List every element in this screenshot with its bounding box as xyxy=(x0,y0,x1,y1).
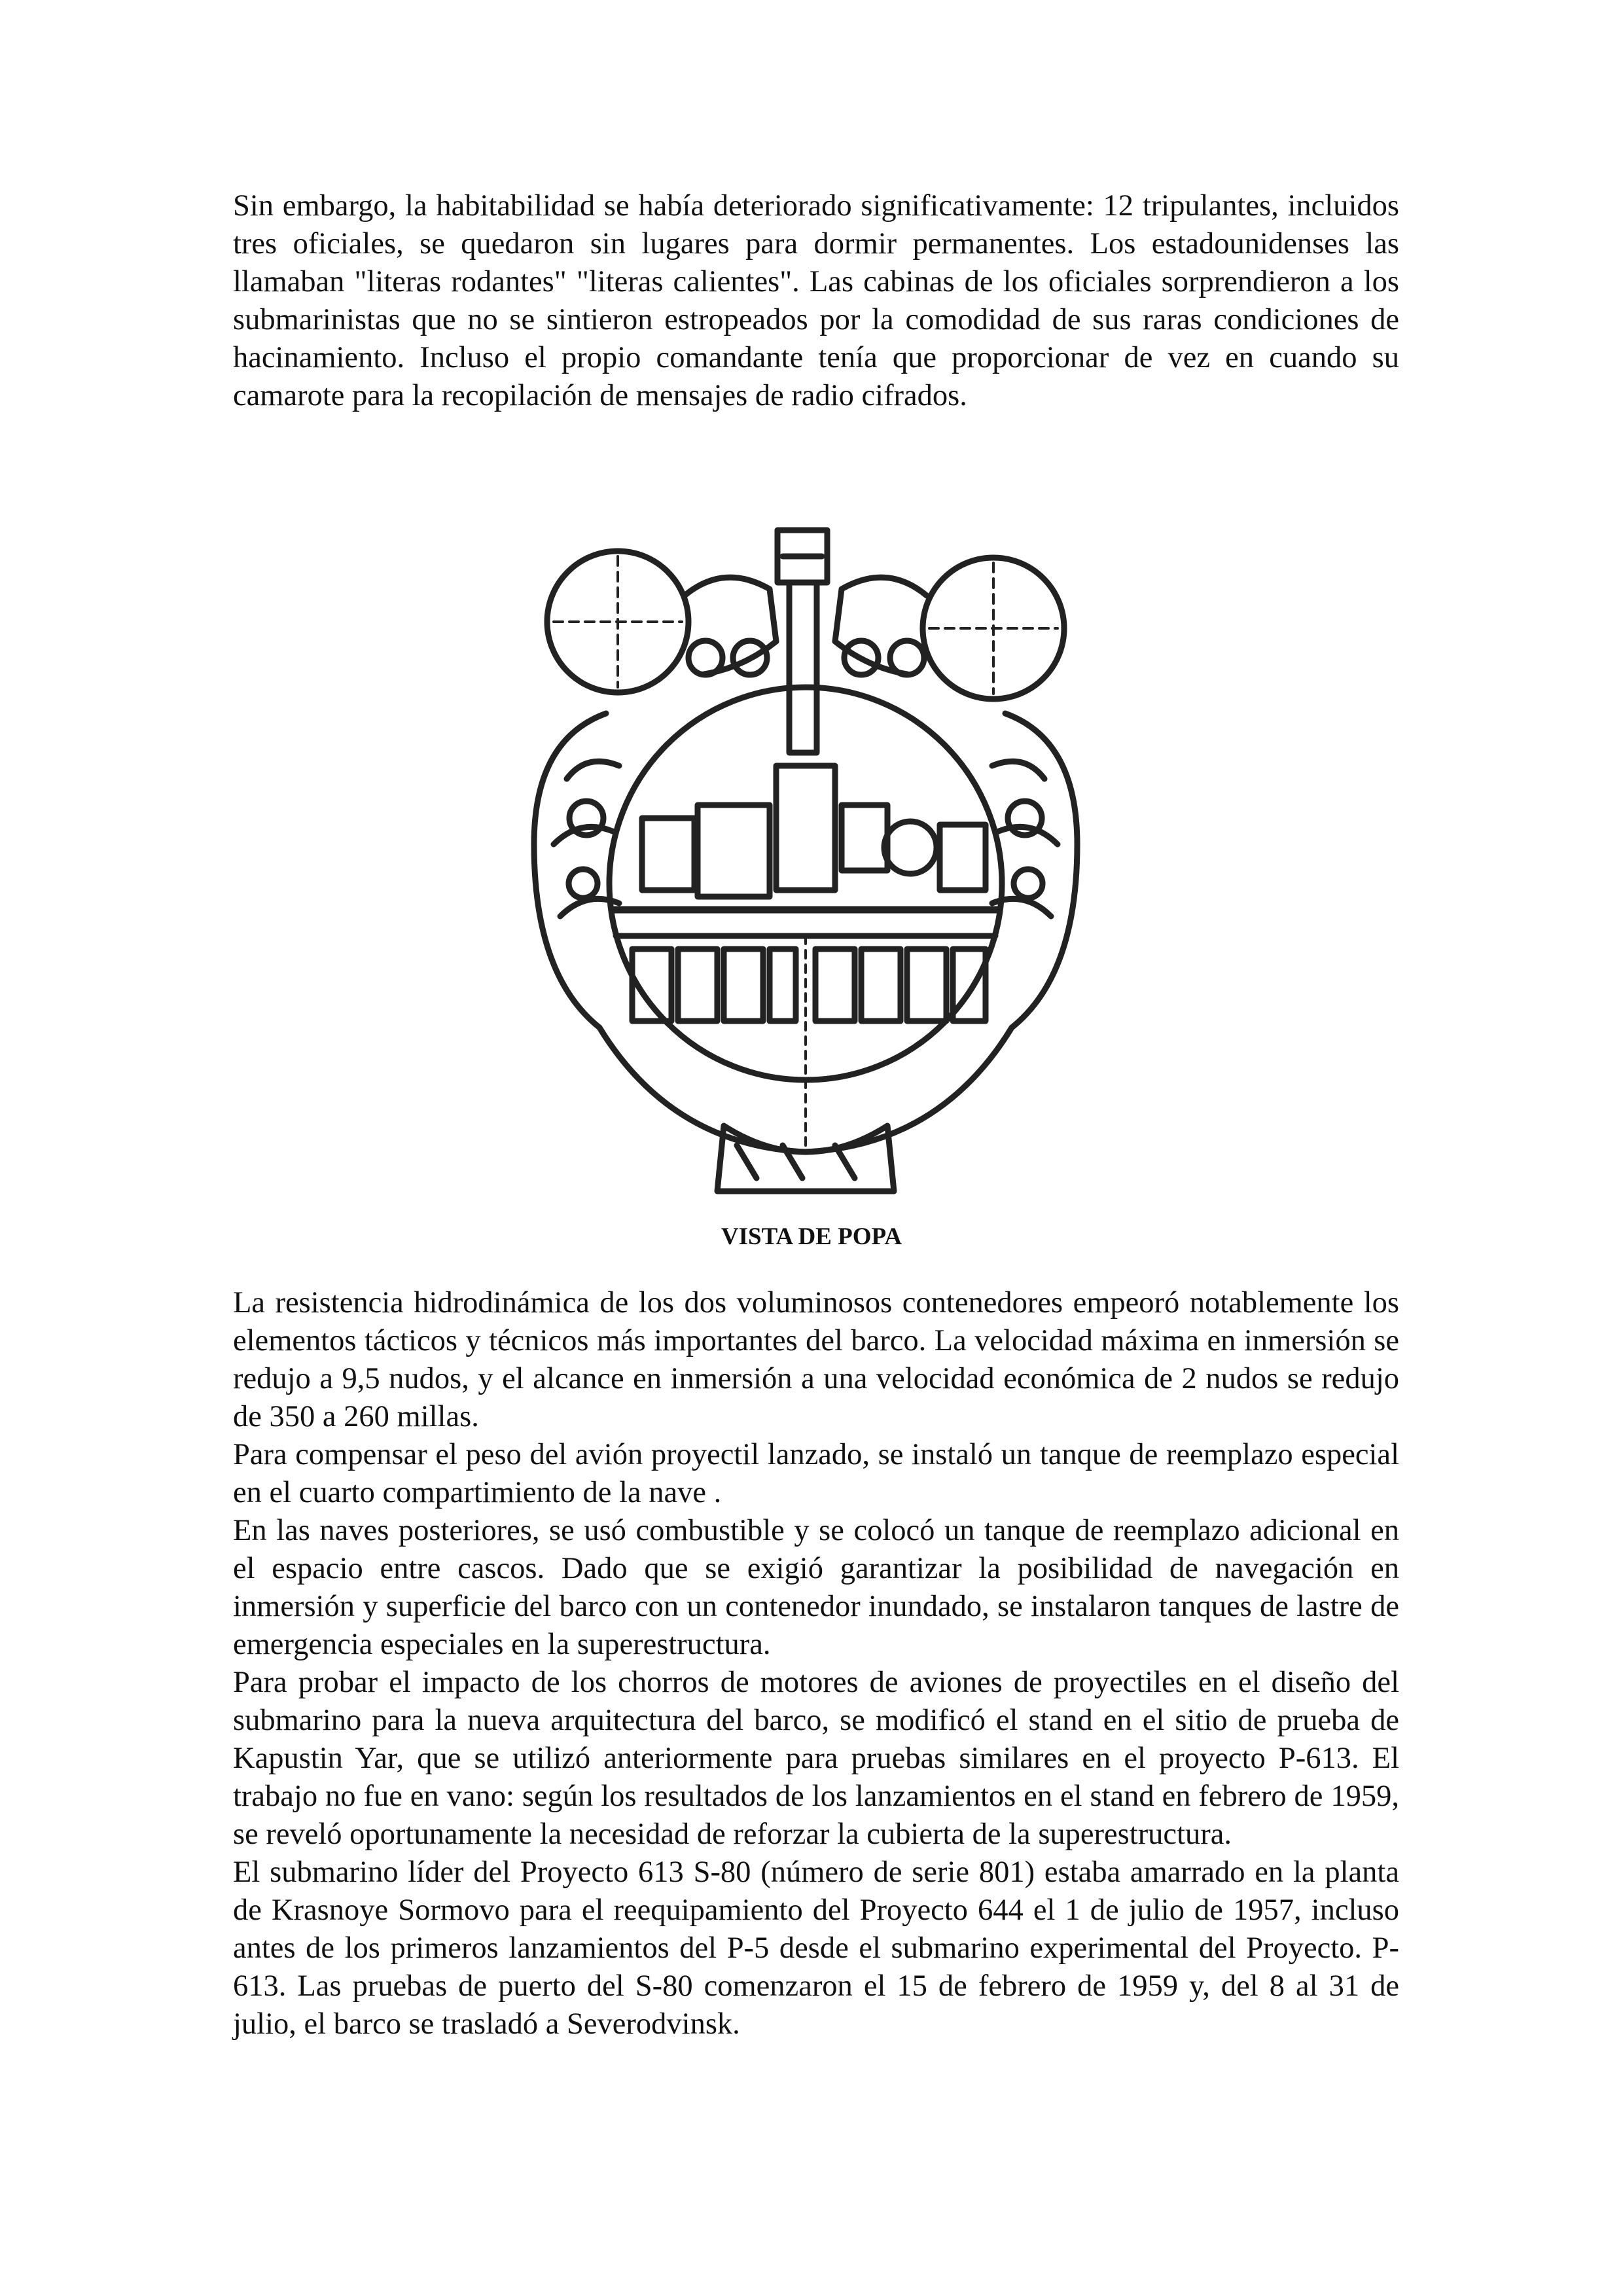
paragraph: La resistencia hidrodinámica de los dos voluminosos contenedores empeoró notablemente los elementos tácticos y técnicos más importantes del barco. La velocidad máxima en inmersión se redujo a 9,5 nudos, y el alcance en inmersión a una velocidad económica de 2 nudos se redujo de 350 a 260 millas. xyxy=(233,1286,1399,1433)
paragraph: Sin embargo, la habitabilidad se había deteriorado significativamente: 12 tripulantes, incluidos tres oficiales, se quedaron sin lugares para dormir permanentes. Los estadounidenses las llamaban "literas rodantes" "literas calientes". Las cabinas de los oficiales sorprendieron a los submarinistas que no se sintieron estropeados por la comodidad de sus raras condiciones de hacinamiento. Incluso el propio comandante tenía que proporcionar de vez en cuando su camarote para la recopilación de mensajes de radio cifrados. xyxy=(233,189,1399,412)
paragraph: El submarino líder del Proyecto 613 S-80 (número de serie 801) estaba amarrado en la planta de Krasnoye Sormovo para el reequipamiento del Proyecto 644 el 1 de julio de 1957, incluso antes de los primeros lanzamientos del P-5 desde el submarino experimental del Proyecto. P-613. Las pruebas de puerto del S-80 comenzaron el 15 de febrero de 1959 y, del 8 al 31 de julio, el barco se trasladó a Severodvinsk. xyxy=(233,1856,1399,2041)
paragraph: Para compensar el peso del avión proyectil lanzado, se instaló un tanque de reemplazo especial en el cuarto compartimiento de la nave . xyxy=(233,1438,1399,1509)
figure-caption: VISTA DE POPA xyxy=(721,1223,902,1250)
paragraph: En las naves posteriores, se usó combustible y se colocó un tanque de reemplazo adicional en el espacio entre cascos. Dado que se exigió garantizar la posibilidad de navegación en inmersión y superficie del barco con un contenedor inundado, se instalaron tanques de lastre de emergencia especiales en la superestructura. xyxy=(233,1514,1399,1661)
intro-text-block xyxy=(233,187,1399,415)
paragraph: Para probar el impacto de los chorros de motores de aviones de proyectiles en el diseño del submarino para la nueva arquitectura del barco, se modificó el stand en el sitio de prueba de Kapustin Yar, que se utilizó anteriormente para pruebas similares en el proyecto P-613. El trabajo no fue en vano: según los resultados de los lanzamientos en el stand en febrero de 1959, se reveló oportunamente la necesidad de reforzar la cubierta de la superestructura. xyxy=(233,1666,1399,1851)
body-text-block xyxy=(233,1284,1399,2043)
submarine-stern-view-figure xyxy=(508,517,1136,1217)
